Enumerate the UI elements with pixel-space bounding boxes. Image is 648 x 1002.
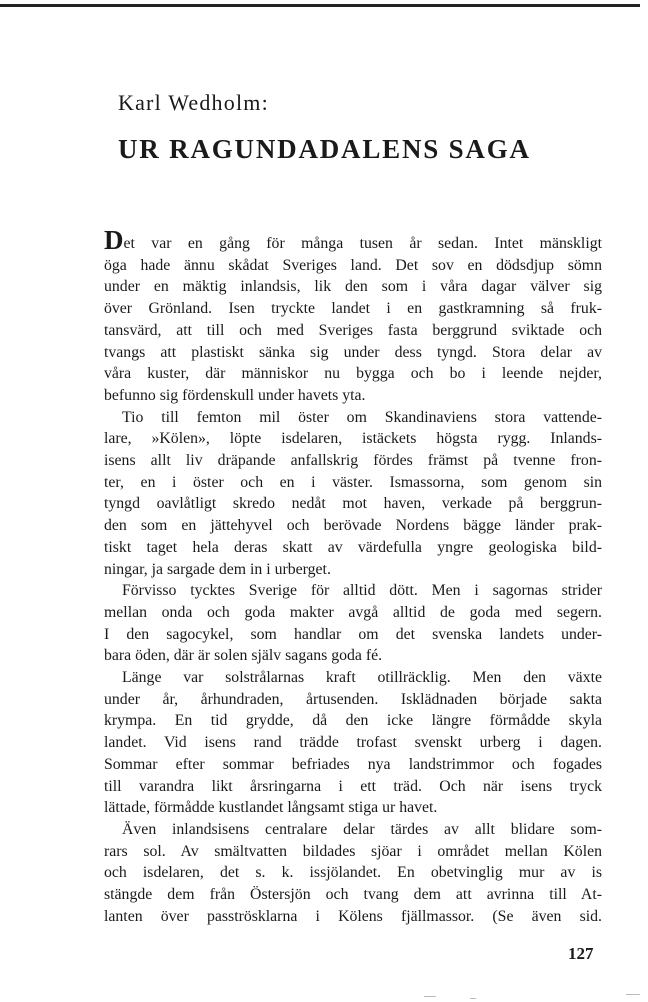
author-heading: Karl Wedholm:	[118, 90, 269, 115]
body-text	[104, 225, 602, 928]
text-line: lanten över pasströsklarna i Kölens fjällmassor. (Se även sid.	[104, 907, 602, 925]
text-line: Sommar efter sommar befriades nya landstrimmor och fogades	[104, 755, 602, 773]
text-line: rars sol. Av smältvatten bildades sjöar i området mellan Kölen	[104, 842, 602, 860]
text-line: bara öden, där är solen själv sagans goda fé.	[104, 647, 383, 665]
text-line: krympa. En tid grydde, då den icke längre förmådde skyla	[104, 712, 602, 730]
text-line: tvangs att plastiskt sänka sig under dess tyngd. Stora delar av	[104, 343, 602, 361]
text-line: öga hade ännu skådat Sveriges land. Det sov en dödsdjup sömn	[104, 256, 602, 274]
text-line: ter, en i öster och en i väster. Ismassorna, som genom sin	[104, 473, 602, 491]
drop-cap: D	[104, 225, 124, 255]
text-line: lare, »Kölen», löpte isdelaren, istäckets högsta rygg. Inlands-	[104, 430, 602, 448]
text-line: och isdelaren, det s. k. issjölandet. En obetvinglig mur av is	[104, 864, 602, 882]
text-line: till varandra likt årsringarna i ett träd. Och när isens tryck	[104, 777, 602, 795]
text-line: våra kuster, där människor nu bygga och bo i leende nejder,	[104, 365, 602, 383]
text-line: Tio till femton mil öster om Skandinaviens stora vattende-	[122, 408, 602, 426]
scan-speck	[626, 994, 640, 995]
text-line: stängde dem från Östersjön och tvang dem att avrinna till At-	[104, 886, 602, 904]
text-line: lättade, förmådde kustlandet långsamt stiga ur havet.	[104, 799, 438, 817]
text-line: mellan onda och goda makter avgå alltid de goda med segern.	[104, 603, 602, 621]
text-line: under en mäktig inlandsis, lik den som i våra dagar välver sig	[104, 278, 602, 296]
text-line: ningar, ja sargade dem in i urberget.	[104, 560, 331, 578]
text-line: isens allt liv dräpande anfallskrig fördes främst på tvenne fron-	[104, 452, 602, 470]
text-line: Även inlandsisens centralare delar tärdes av allt blidare som-	[122, 820, 602, 838]
text-line: den som en jättehyvel och berövade Nordens bägge länder prak-	[104, 517, 602, 535]
top-rule	[0, 4, 640, 7]
text-line: Länge var solstrålarnas kraft otillräcklig. Men den växte	[122, 669, 602, 687]
page-number: 127	[568, 944, 594, 963]
text-line: landet. Vid isens rand trädde trofast svenskt urberg i dagen.	[104, 734, 602, 752]
text-line: I den sagocykel, som handlar om det svenska landets under-	[104, 625, 602, 643]
text-line: tyngd oavlåtligt skredo nedåt mot haven, verkade på berggrun-	[104, 495, 602, 513]
first-line-rest: et var en gång för många tusen år sedan. Intet mänskligt	[123, 235, 602, 252]
article-title: UR RAGUNDADALENS SAGA	[118, 134, 531, 164]
text-line	[104, 225, 602, 255]
text-line: tiskt taget hela deras skatt av värdefulla yngre geologiska bild-	[104, 538, 602, 556]
text-line: Förvisso tycktes Sverige för alltid dött. Men i sagornas strider	[122, 582, 602, 600]
scan-speck	[470, 998, 476, 999]
text-line: över Grönland. Isen tryckte landet i en gastkramning så fruk-	[104, 300, 602, 318]
text-line: under år, århundraden, årtusenden. Isklädnaden började sakta	[104, 690, 602, 708]
text-line: tansvärd, att till och med Sveriges fasta berggrund sviktade och	[104, 321, 602, 339]
scan-speck	[424, 996, 436, 997]
text-line: befunno sig fördenskull under havets yta.	[104, 386, 366, 404]
